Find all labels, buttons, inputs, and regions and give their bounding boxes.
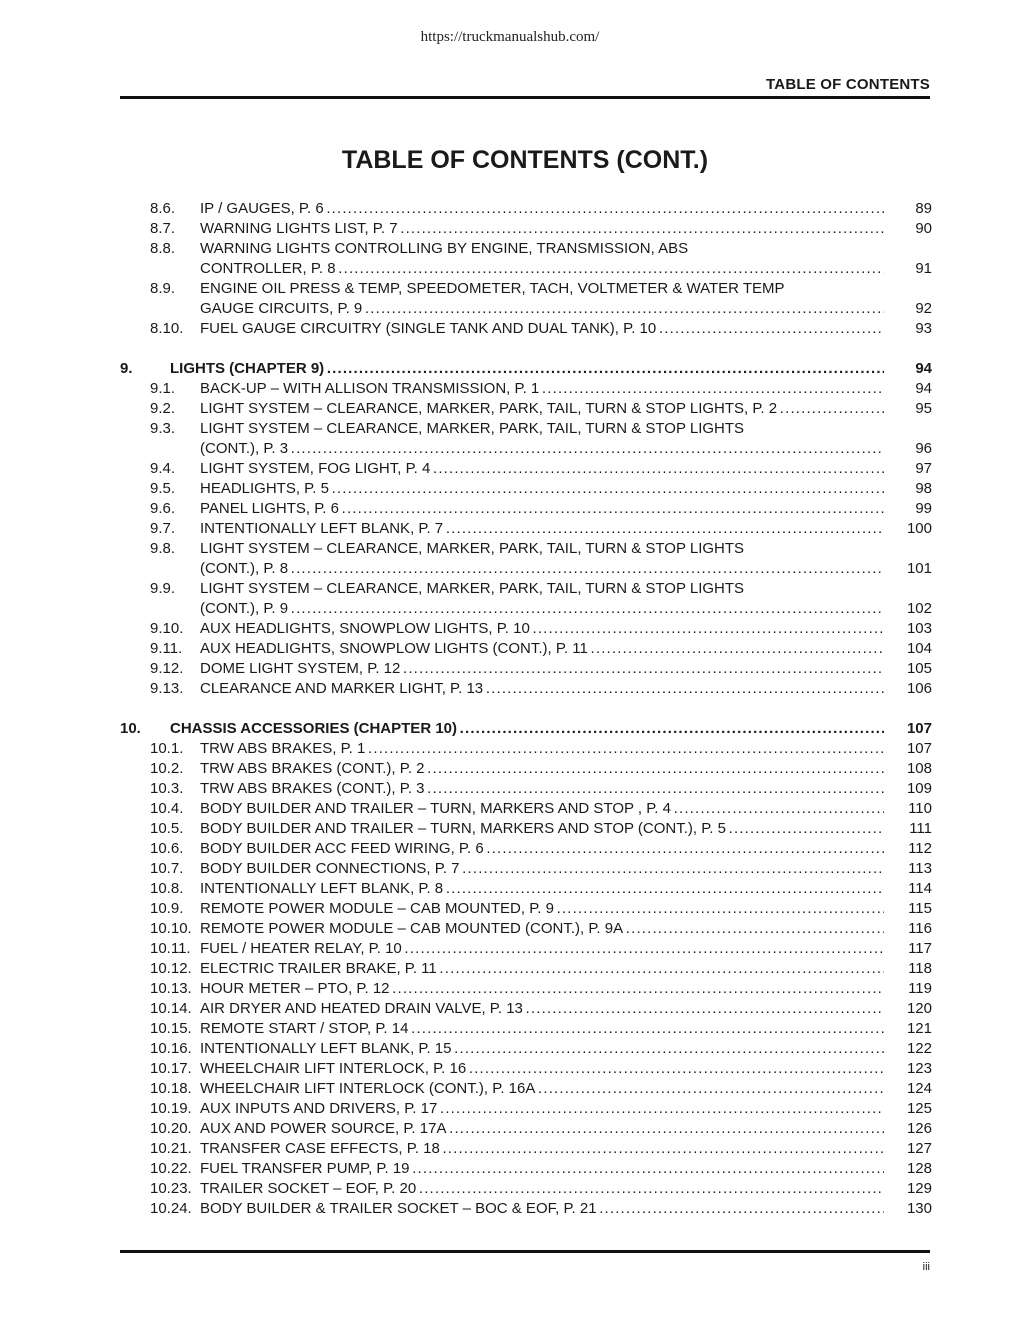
toc-entry-page: 126 [906, 1120, 932, 1137]
toc-entry-number: 8.8. [150, 240, 176, 257]
toc-entry-title: INTENTIONALLY LEFT BLANK, P. 7 . . . [200, 519, 884, 539]
toc-entry-row [120, 399, 932, 419]
toc-entry-title: PANEL LIGHTS, P. 6 . . . [200, 499, 884, 519]
toc-entry-title: REMOTE POWER MODULE – CAB MOUNTED, P. 9 . . . [200, 899, 884, 919]
toc-entry-title: ENGINE OIL PRESS & TEMP, SPEEDOMETER, TACH, VOLTMETER & WATER TEMP [200, 280, 785, 297]
toc-entry-row [120, 959, 932, 979]
toc-entry-row [120, 319, 932, 339]
toc-entry-page: 122 [906, 1040, 932, 1057]
toc-entry-page: 116 [908, 920, 932, 937]
toc-entry-page: 106 [906, 680, 932, 697]
toc-entry-title: FUEL TRANSFER PUMP, P. 19 . . . [200, 1159, 884, 1179]
toc-entry-page: 94 [915, 380, 932, 397]
toc-entry-title: BODY BUILDER AND TRAILER – TURN, MARKERS AND STOP (CONT.), P. 5 . . . [200, 819, 884, 839]
toc-entry-number: 10.22. [150, 1160, 192, 1177]
toc-entry-page: 102 [906, 600, 932, 617]
toc-entry-number: 9.2. [150, 400, 176, 417]
toc-entry-page: 124 [906, 1080, 932, 1097]
toc-entry-page: 103 [906, 620, 932, 637]
footer-rule [120, 1250, 930, 1253]
toc-entry-number: 10.7. [150, 860, 184, 877]
toc-entry-page: 121 [906, 1020, 932, 1037]
toc-entry-title: BODY BUILDER CONNECTIONS, P. 7 . . . [200, 859, 884, 879]
toc-entry-row [120, 839, 932, 859]
toc-entry-row [120, 559, 932, 579]
toc-entry-row [120, 519, 932, 539]
toc-entry-page: 119 [908, 980, 932, 997]
toc-entry-number: 10.8. [150, 880, 184, 897]
toc-entry-title: INTENTIONALLY LEFT BLANK, P. 15 . . . [200, 1039, 884, 1059]
toc-entry-number: 10.24. [150, 1200, 192, 1217]
toc-entry-number: 10.9. [150, 900, 184, 917]
toc-chapter-row [120, 719, 932, 739]
toc-entry-row [120, 1159, 932, 1179]
toc-spacer [120, 699, 932, 719]
toc-entry-page: 105 [906, 660, 932, 677]
toc-entry-row [120, 499, 932, 519]
toc-entry-row [120, 1119, 932, 1139]
toc-entry-title: WHEELCHAIR LIFT INTERLOCK (CONT.), P. 16A . . . [200, 1079, 884, 1099]
toc-entry-row [120, 1099, 932, 1119]
toc-entry-page: 94 [915, 360, 932, 377]
toc-entry-page: 108 [906, 760, 932, 777]
toc-entry-number: 10.16. [150, 1040, 192, 1057]
toc-entry-row [120, 599, 932, 619]
toc-entry-title: FUEL / HEATER RELAY, P. 10 . . . [200, 939, 884, 959]
toc-entry-number: 10.21. [150, 1140, 192, 1157]
toc-entry-number: 10.15. [150, 1020, 192, 1037]
toc-list [120, 199, 932, 1219]
page-number: iii [922, 1261, 930, 1273]
toc-entry-title: LIGHT SYSTEM – CLEARANCE, MARKER, PARK, TAIL, TURN & STOP LIGHTS [200, 420, 745, 437]
toc-entry-page: 107 [906, 740, 932, 757]
toc-entry-number: 9.9. [150, 580, 176, 597]
toc-entry-number: 8.10. [150, 320, 184, 337]
toc-entry-page: 104 [906, 640, 932, 657]
toc-entry-title: LIGHTS (CHAPTER 9) . . . [170, 359, 884, 379]
toc-entry-row [120, 1199, 932, 1219]
toc-entry-title: BODY BUILDER AND TRAILER – TURN, MARKERS AND STOP , P. 4 . . . [200, 799, 884, 819]
toc-entry-page: 92 [915, 300, 932, 317]
toc-entry-title: (CONT.), P. 8 . . . [200, 559, 884, 579]
toc-entry-page: 123 [906, 1060, 932, 1077]
toc-entry-title: TRW ABS BRAKES, P. 1 . . . [200, 739, 884, 759]
toc-entry-row [120, 979, 932, 999]
toc-entry-page: 130 [906, 1200, 932, 1217]
toc-entry-page: 99 [915, 500, 932, 517]
toc-entry-title: REMOTE START / STOP, P. 14 . . . [200, 1019, 884, 1039]
toc-entry-title: WHEELCHAIR LIFT INTERLOCK, P. 16 . . . [200, 1059, 884, 1079]
toc-entry-title: HOUR METER – PTO, P. 12 . . . [200, 979, 884, 999]
toc-entry-row [120, 1039, 932, 1059]
toc-entry-title: BODY BUILDER ACC FEED WIRING, P. 6 . . . [200, 839, 884, 859]
toc-entry-number: 10.23. [150, 1180, 192, 1197]
source-url: https://truckmanualshub.com/ [420, 29, 600, 45]
toc-entry-page: 100 [906, 520, 932, 537]
toc-entry-title: TRW ABS BRAKES (CONT.), P. 2 . . . [200, 759, 884, 779]
toc-entry-page: 111 [909, 820, 932, 837]
toc-entry-title: TRANSFER CASE EFFECTS, P. 18 . . . [200, 1139, 884, 1159]
toc-entry-page: 120 [906, 1000, 932, 1017]
page-title: TABLE OF CONTENTS (CONT.) [341, 146, 709, 174]
toc-entry-row [120, 1019, 932, 1039]
toc-entry-number: 10.11. [150, 940, 191, 957]
toc-entry-title: AUX HEADLIGHTS, SNOWPLOW LIGHTS (CONT.), P. 11 . . . [200, 639, 884, 659]
toc-entry-page: 114 [908, 880, 932, 897]
toc-entry-row [120, 259, 932, 279]
toc-entry-number: 9.11. [150, 640, 183, 657]
toc-entry-number: 10.13. [150, 980, 192, 997]
toc-entry-number: 9.5. [150, 480, 176, 497]
toc-entry-number: 9.13. [150, 680, 184, 697]
toc-entry-title: AUX HEADLIGHTS, SNOWPLOW LIGHTS, P. 10 . . . [200, 619, 884, 639]
toc-entry-row [120, 659, 932, 679]
toc-entry-page: 90 [915, 220, 932, 237]
toc-entry-row [120, 859, 932, 879]
toc-entry-page: 101 [906, 560, 932, 577]
running-head: TABLE OF CONTENTS [766, 76, 930, 93]
toc-entry-title: BODY BUILDER & TRAILER SOCKET – BOC & EOF, P. 21 . . . [200, 1199, 884, 1219]
toc-entry-title: CHASSIS ACCESSORIES (CHAPTER 10) . . . [170, 719, 884, 739]
toc-entry-row [120, 739, 932, 759]
toc-entry-row [120, 679, 932, 699]
toc-entry-row [120, 1079, 932, 1099]
toc-entry-number: 8.9. [150, 280, 176, 297]
toc-entry-number: 10.14. [150, 1000, 192, 1017]
toc-entry-row [120, 459, 932, 479]
toc-entry-title: AIR DRYER AND HEATED DRAIN VALVE, P. 13 . . . [200, 999, 884, 1019]
toc-entry-page: 127 [906, 1140, 932, 1157]
toc-entry-title: FUEL GAUGE CIRCUITRY (SINGLE TANK AND DUAL TANK), P. 10 . . . [200, 319, 884, 339]
toc-entry-page: 97 [915, 460, 932, 477]
toc-entry-number: 9.7. [150, 520, 176, 537]
toc-entry-title: IP / GAUGES, P. 6 . . . [200, 199, 884, 219]
toc-entry-number: 9.1. [150, 380, 176, 397]
toc-entry-page: 112 [908, 840, 932, 857]
toc-entry-row [120, 919, 932, 939]
toc-entry-title: CONTROLLER, P. 8 . . . [200, 259, 884, 279]
toc-entry-row [120, 439, 932, 459]
toc-entry-row [120, 999, 932, 1019]
toc-entry-number: 9.4. [150, 460, 176, 477]
toc-entry-row [120, 819, 932, 839]
toc-spacer [120, 339, 932, 359]
toc-entry-row [120, 379, 932, 399]
toc-entry-row [120, 479, 932, 499]
toc-entry-row [120, 939, 932, 959]
toc-entry-page: 125 [906, 1100, 932, 1117]
toc-entry-page: 117 [908, 940, 932, 957]
toc-entry-number: 10.6. [150, 840, 184, 857]
toc-entry-page: 129 [906, 1180, 932, 1197]
toc-entry-number: 10.2. [150, 760, 184, 777]
toc-entry-number: 10.10. [150, 920, 192, 937]
toc-entry-number: 9.10. [150, 620, 184, 637]
toc-entry-number: 9.3. [150, 420, 176, 437]
toc-entry-row [120, 779, 932, 799]
toc-entry-number: 9.8. [150, 540, 176, 557]
toc-entry-title: GAUGE CIRCUITS, P. 9 . . . [200, 299, 884, 319]
toc-entry-number: 10.1. [150, 740, 184, 757]
toc-entry-title: DOME LIGHT SYSTEM, P. 12 . . . [200, 659, 884, 679]
toc-entry-row [120, 579, 932, 599]
toc-entry-page: 113 [908, 860, 932, 877]
toc-entry-title: WARNING LIGHTS CONTROLLING BY ENGINE, TRANSMISSION, ABS [200, 240, 689, 257]
toc-entry-title: LIGHT SYSTEM – CLEARANCE, MARKER, PARK, TAIL, TURN & STOP LIGHTS [200, 580, 745, 597]
toc-entry-page: 95 [915, 400, 932, 417]
toc-entry-page: 128 [906, 1160, 932, 1177]
toc-entry-row [120, 419, 932, 439]
toc-entry-row [120, 539, 932, 559]
toc-entry-title: LIGHT SYSTEM, FOG LIGHT, P. 4 . . . [200, 459, 884, 479]
toc-entry-row [120, 199, 932, 219]
toc-entry-title: ELECTRIC TRAILER BRAKE, P. 11 . . . [200, 959, 884, 979]
toc-entry-row [120, 299, 932, 319]
toc-entry-title: BACK-UP – WITH ALLISON TRANSMISSION, P. 1 . . . [200, 379, 884, 399]
toc-entry-number: 10.12. [150, 960, 192, 977]
toc-entry-row [120, 759, 932, 779]
toc-entry-number: 10.20. [150, 1120, 192, 1137]
toc-entry-number: 8.6. [150, 200, 176, 217]
toc-entry-row [120, 879, 932, 899]
toc-entry-number: 10.19. [150, 1100, 192, 1117]
toc-entry-number: 10.18. [150, 1080, 192, 1097]
toc-entry-row [120, 1179, 932, 1199]
toc-entry-number: 9. [120, 360, 133, 377]
toc-chapter-row [120, 359, 932, 379]
toc-entry-title: AUX INPUTS AND DRIVERS, P. 17 . . . [200, 1099, 884, 1119]
toc-entry-number: 10.4. [150, 800, 184, 817]
toc-entry-page: 118 [908, 960, 932, 977]
toc-entry-number: 10.5. [150, 820, 184, 837]
toc-entry-page: 91 [915, 260, 932, 277]
toc-entry-page: 115 [908, 900, 932, 917]
toc-entry-title: LIGHT SYSTEM – CLEARANCE, MARKER, PARK, TAIL, TURN & STOP LIGHTS [200, 540, 745, 557]
toc-entry-number: 10.3. [150, 780, 184, 797]
toc-entry-title: TRW ABS BRAKES (CONT.), P. 3 . . . [200, 779, 884, 799]
toc-entry-title: (CONT.), P. 9 . . . [200, 599, 884, 619]
toc-entry-page: 93 [915, 320, 932, 337]
toc-entry-title: CLEARANCE AND MARKER LIGHT, P. 13 . . . [200, 679, 884, 699]
toc-entry-title: WARNING LIGHTS LIST, P. 7 . . . [200, 219, 884, 239]
toc-entry-title: TRAILER SOCKET – EOF, P. 20 . . . [200, 1179, 884, 1199]
toc-entry-number: 9.6. [150, 500, 176, 517]
toc-entry-row [120, 899, 932, 919]
toc-entry-number: 9.12. [150, 660, 184, 677]
toc-entry-number: 10. [120, 720, 141, 737]
toc-entry-title: REMOTE POWER MODULE – CAB MOUNTED (CONT.), P. 9A . . . [200, 919, 884, 939]
toc-entry-page: 98 [915, 480, 932, 497]
toc-entry-page: 96 [915, 440, 932, 457]
toc-entry-page: 107 [906, 720, 932, 737]
toc-entry-page: 89 [915, 200, 932, 217]
toc-entry-row [120, 219, 932, 239]
toc-entry-row [120, 799, 932, 819]
toc-entry-row [120, 1059, 932, 1079]
toc-entry-row [120, 639, 932, 659]
toc-entry-row [120, 239, 932, 259]
toc-entry-row [120, 619, 932, 639]
toc-entry-title: LIGHT SYSTEM – CLEARANCE, MARKER, PARK, TAIL, TURN & STOP LIGHTS, P. 2 . . . [200, 399, 884, 419]
toc-entry-number: 8.7. [150, 220, 176, 237]
toc-entry-title: (CONT.), P. 3 . . . [200, 439, 884, 459]
toc-entry-page: 110 [908, 800, 932, 817]
toc-entry-number: 10.17. [150, 1060, 192, 1077]
toc-entry-title: INTENTIONALLY LEFT BLANK, P. 8 . . . [200, 879, 884, 899]
toc-entry-page: 109 [906, 780, 932, 797]
toc-entry-title: AUX AND POWER SOURCE, P. 17A . . . [200, 1119, 884, 1139]
toc-entry-title: HEADLIGHTS, P. 5 . . . [200, 479, 884, 499]
toc-entry-row [120, 1139, 932, 1159]
toc-entry-row [120, 279, 932, 299]
header-rule [120, 96, 930, 99]
